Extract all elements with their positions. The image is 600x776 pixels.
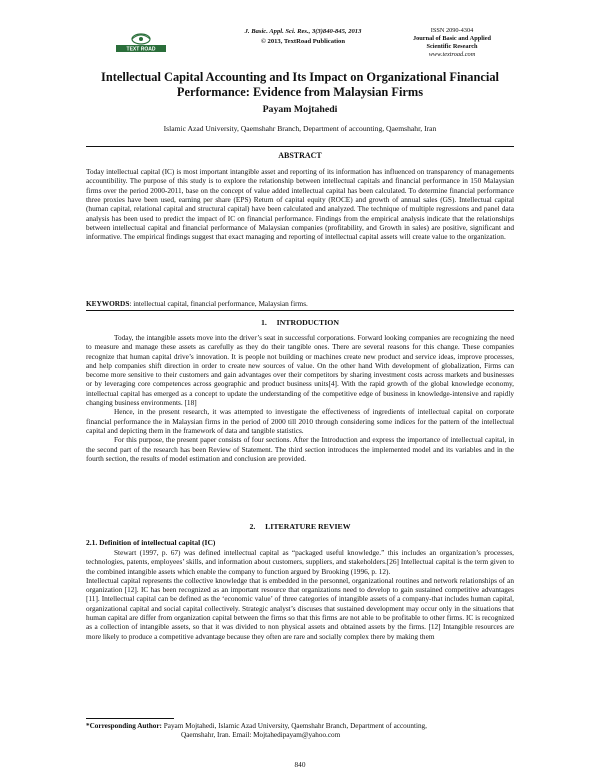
textroad-logo-icon (114, 30, 168, 54)
journal-header (218, 27, 388, 46)
section-heading-literature-review: 2. LITERATURE REVIEW (249, 522, 351, 531)
literature-body (86, 548, 514, 641)
corresponding-author-footnote (86, 722, 514, 740)
title-line-1: Intellectual Capital Accounting and Its Impact on Organizational Financial (101, 70, 499, 84)
section-heading-introduction: 1. INTRODUCTION (261, 318, 339, 327)
intro-paragraph-1: Today, the intangible assets move into the driver’s seat in successful corporations. Forward looking companies are recognizing the need to measure and manage these assets as carefully as they do their tangible ones. There are several reasons for this change. These companies recognize that human capital drive’s innovation. It is people not building or machines create new product and service ideas, improve processes, and help companies shift direction in order to create new sources of value. On the other hand With development of globalization, Firms can become more sensitive to their customers and gain advantages over their competitors by sharing investment costs across markets and businesses or by leveraging core competences across geographic and product business units[4]. With the rapid growth of the global knowledge economy, intellectual capital has emerged as a concept to update the understanding of the competitive edge of business in knowledge-intensive and rapidly changing business environments. [18] (86, 333, 514, 408)
copyright: © 2013, TextRoad Publication (260, 37, 346, 45)
author-affiliation: Islamic Azad University, Qaemshahr Branch, Department of accounting, Qaemshahr, Iran (163, 124, 437, 133)
intro-paragraph-3: For this purpose, the present paper consists of four sections. After the Introduction and express the importance of intellectual capital, in the second part of the research has been Review of Statement. The third section introduces the implemented model and its variables and in the fourth section, the results of model estimation and conclusion are provided. (86, 435, 514, 463)
lit-paragraph-1: Stewart (1997, p. 67) was defined intellectual capital as “packaged useful knowledge.” this includes an organization’s processes, technologies, patents, employees’ skills, and information about customers, suppliers, and stakeholders.[26] Intellectual capital is the term given to the combined intangible assets which enable the company to function argued by Brooking (1996, p. 12). (86, 548, 514, 576)
footnote-text-2: Qaemshahr, Iran. Email: Mojtahedipayam@yahoo.com (181, 731, 341, 739)
subsection-heading: 2.1. Definition of intellectual capital (IC) (86, 538, 216, 547)
publisher-logo (114, 30, 168, 54)
journal-name: Journal of Basic and Applied (412, 35, 492, 42)
keywords-text: : intellectual capital, financial performance, Malaysian firms. (129, 299, 308, 308)
page-number: 840 (294, 760, 306, 769)
abstract-text: Today intellectual capital (IC) is most important intangible asset and reporting of its information has influenced on transparency of managements accountibility. The purpose of this study is to explore the relationship between intellectual capitals and financial performance in 150 Malaysian firms over the period 2000-2011, base on the concept of value added intellectual capital has been calculated. To determine financial performance three proxies have been used, earning per share (EPS) Return of capital equity (ROCE) and growth of annual sales (GS). Intellectual capital (human capital, relational capital and structural capital) have been calculated and analyzed. The technique of multiple regressions and panel data analysis has been used to predict the impact of IC on financial performance. Findings from the empirical analysis indicate that the relationships between intellectual capital and financial performance of Malaysian companies (profitability, and Growth in sales) are positive, significant and informative. The empirical findings suggest that exact managing and reporting of intellectual capital assets will create value to the organization. (86, 167, 514, 242)
logo-text: TEXT ROAD (126, 46, 156, 53)
keywords-label: KEYWORDS (86, 299, 130, 308)
intro-paragraph-2: Hence, in the present research, it was attempted to investigate the effectiveness of ingredients of intellectual capital on corporate financial performance the in Malaysian firms in the period of 2000 till 2010 through considering some indices for the pattern of the intellectual capital and depicting them in the framework of data and tangible statistics. (86, 407, 514, 435)
introduction-body (86, 333, 514, 463)
footnote-label: *Corresponding Author: (86, 722, 162, 730)
abstract-top-rule (86, 146, 514, 147)
abstract-bottom-rule (86, 310, 514, 311)
issn: ISSN 2090-4304 (430, 27, 474, 34)
footnote-rule (86, 718, 174, 719)
journal-name-2: Scientific Research (426, 43, 478, 50)
journal-citation: J. Basic. Appl. Sci. Res., 3(3)840-845, 2013 (244, 28, 362, 35)
footnote-text: Payam Mojtahedi, Islamic Azad University, Qaemshahr Branch, Department of accounting, (161, 722, 427, 730)
title-line-2: Performance: Evidence from Malaysian Firms (176, 85, 424, 99)
keywords (86, 299, 514, 308)
website-link[interactable]: www.textroad.com (428, 51, 476, 58)
paper-title (78, 70, 522, 100)
author-name: Payam Mojtahedi (262, 104, 338, 115)
abstract-heading: ABSTRACT (278, 151, 322, 160)
lit-paragraph-2: Intellectual capital represents the collective knowledge that is embedded in the personnel, organizational routines and network relationships of an organization [12]. IC has been recognized as an important resource that organizations need to develop to gain sustained competitive advantages [11]. Intellectual capital can be defined as the ‘economic value’ of three categories of intangible assets of a company-that includes human capital, organizational capital and social capital collectively. Strategic analyst’s discuses that sustained development may occur only in the situations that human capital are differ from organization capital between the firms so that this firms are not able to be profitable to other firms. IC is recognized as a collection of intangible assets, so that it was divided to non physical assets and obtained assets by the firms. [12] Intangible resources are more likely to produce a competitive advantage because they often are rare and socially complex there by making them (86, 575, 514, 641)
journal-info (392, 27, 512, 59)
